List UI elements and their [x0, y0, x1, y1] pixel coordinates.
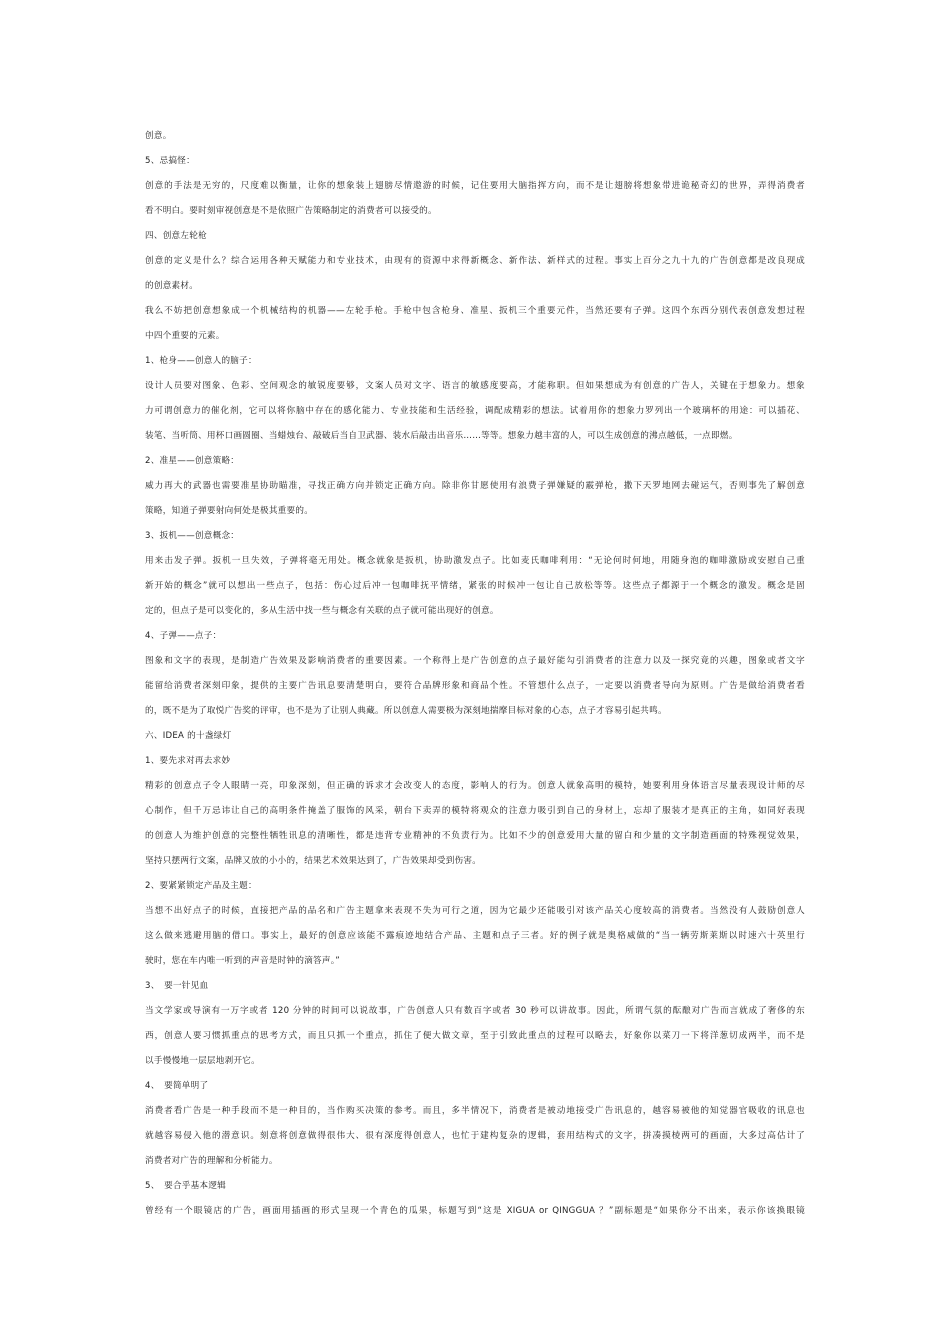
text-line-37: 西，创意人要习惯抓重点的思考方式，而且只抓一个重点，抓住了便大做文章，至于引致此重点的过程可以略去，好象你以菜刀一下将洋葱切成两半，而不是	[145, 1031, 805, 1041]
text-line-44: 曾经有一个眼镜店的广告，画面用插画的形式呈现一个青色的瓜果，标题写到“这是 XIGUA or QINGGUA ？”副标题是“如果你分不出来，表示你该换眼镜	[145, 1206, 805, 1216]
text-line-36: 当文学家或导演有一万字或者 120 分钟的时间可以说故事，广告创意人只有数百字或者 30 秒可以讲故事。因此，所谓气氛的酝酿对广告而言就成了奢侈的东	[145, 1006, 805, 1016]
text-line-40: 消费者看广告是一种手段而不是一种目的，当作购买决策的参考。而且，多半情况下，消费者是被动地接受广告讯息的，越容易被他的知觉器官吸收的讯息也	[145, 1106, 805, 1116]
text-line-32: 当想不出好点子的时候，直接把产品的品名和广告主题拿来表现不失为可行之道，因为它最少还能吸引对该产品关心度较高的消费者。当然没有人鼓励创意人	[145, 906, 805, 916]
text-line-20: 定的，但点子是可以变化的，多从生活中找一些与概念有关联的点子就可能出现好的创意。	[145, 606, 499, 616]
text-line-2: 5、忌搞怪：	[145, 156, 195, 166]
text-line-10: 1、枪身——创意人的脑子：	[145, 356, 257, 366]
text-line-4: 看不明白。要时刻审视创意是不是依照广告策略制定的消费者可以接受的。	[145, 206, 437, 216]
text-line-13: 装笔、当听筒、用杯口画圆圈、当蜡烛台、敲破后当自卫武器、装水后敲击出音乐……等等。想象力越丰富的人，可以生成创意的沸点越低，一点即燃。	[145, 431, 738, 441]
text-line-5: 四、创意左轮枪	[145, 231, 207, 241]
text-line-18: 用来击发子弹。扳机一旦失效，子弹将毫无用处。概念就象是扳机，协助激发点子。比如麦氏咖啡利用：“无论何时何地，用随身泡的咖啡激励或安慰自己重	[145, 556, 805, 566]
text-line-6: 创意的定义是什么？综合运用各种天赋能力和专业技术，由现有的资源中求得新概念、新作法、新样式的过程。事实上百分之九十九的广告创意都是改良现成	[145, 256, 805, 266]
text-line-1: 创意。	[145, 131, 172, 141]
text-line-31: 2、要紧紧锁定产品及主题：	[145, 881, 257, 891]
text-line-9: 中四个重要的元素。	[145, 331, 225, 341]
text-line-16: 策略，知道子弹要射向何处是极其重要的。	[145, 506, 314, 516]
text-line-8: 我么不妨把创意想象成一个机械结构的机器——左轮手枪。手枪中包含枪身、准星、扳机三个重要元件，当然还要有子弹。这四个东西分别代表创意发想过程	[145, 306, 805, 316]
text-line-43: 5、 要合乎基本逻辑	[145, 1181, 227, 1191]
text-line-7: 的创意素材。	[145, 281, 199, 291]
text-line-21: 4、子弹——点子：	[145, 631, 222, 641]
text-line-33: 这么做来逃避用脑的借口。事实上，最好的创意应该能不露痕迹地结合产品、主题和点子三者。好的例子就是奥格威做的“当一辆劳斯莱斯以时速六十英里行	[145, 931, 805, 941]
text-line-30: 坚持只摆两行文案，品牌又放的小小的，结果艺术效果达到了，广告效果却受到伤害。	[145, 856, 482, 866]
text-line-39: 4、 要简单明了	[145, 1081, 209, 1091]
text-line-29: 的创意人为维护创意的完整性牺牲讯息的清晰性，都是违背专业精神的不负责行为。比如不少的创意爱用大量的留白和少量的文字制造画面的特殊视觉效果，	[145, 831, 805, 841]
text-line-35: 3、 要一针见血	[145, 981, 209, 991]
text-line-42: 消费者对广告的理解和分析能力。	[145, 1156, 278, 1166]
text-line-26: 1、要先求对再去求妙	[145, 756, 231, 766]
text-line-24: 的，既不是为了取悦广告奖的评审，也不是为了让别人典藏。所以创意人需要极为深刻地揣摩目标对象的心态，点子才容易引起共鸣。	[145, 706, 667, 716]
text-line-28: 心制作，但千万忌讳让自己的高明条件掩盖了服饰的风采，朝台下卖弄的模特将观众的注意力吸引到自己的身材上，忘却了服装才是真正的主角，如同好表现	[145, 806, 805, 816]
text-line-23: 能留给消费者深刻印象，提供的主要广告讯息要清楚明白，要符合品牌形象和商品个性。不管想什么点子，一定要以消费者导向为原则。广告是做给消费者看	[145, 681, 805, 691]
text-line-17: 3、扳机——创意概念：	[145, 531, 240, 541]
text-line-41: 就越容易侵入他的潜意识。刻意将创意做得很伟大、很有深度得创意人，也忙于建构复杂的逻辑，套用结构式的文字，拼凑摸棱两可的画面，大多过高估计了	[145, 1131, 805, 1141]
text-line-34: 驶时，您在车内唯一听到的声音是时钟的滴答声。”	[145, 956, 340, 966]
text-line-19: 新开始的概念”就可以想出一些点子，包括：伤心过后冲一包咖啡抚平情绪，紧张的时候冲一包让自己放松等等。这些点子都源于一个概念的激发。概念是固	[145, 581, 805, 591]
text-line-12: 力可谓创意力的催化剂，它可以将你脑中存在的感化能力、专业技能和生活经验，调配成精彩的想法。试着用你的想象力罗列出一个玻璃杯的用途：可以插花、	[145, 406, 805, 416]
text-line-27: 精彩的创意点子令人眼睛一亮，印象深刻，但正确的诉求才会改变人的态度，影响人的行为。创意人就象高明的模特，她要利用身体语言尽量表现设计师的尽	[145, 781, 805, 791]
text-line-25: 六、IDEA 的十盏绿灯	[145, 731, 232, 741]
text-line-22: 图象和文字的表现，是制造广告效果及影响消费者的重要因素。一个称得上是广告创意的点子最好能勾引消费者的注意力以及一探究竟的兴趣，图象或者文字	[145, 656, 805, 666]
text-line-11: 设计人员要对图象、色彩、空间观念的敏锐度要够，文案人员对文字、语言的敏感度要高，才能称职。但如果想成为有创意的广告人，关键在于想象力。想象	[145, 381, 805, 391]
text-line-3: 创意的手法是无穷的，尺度难以衡量，让你的想象装上翅膀尽情遨游的时候，记住要用大脑指挥方向，而不是让翅膀将想象带进诡秘奇幻的世界，弄得消费者	[145, 181, 805, 191]
text-line-38: 以手慢慢地一层层地剥开它。	[145, 1056, 260, 1066]
text-line-15: 威力再大的武器也需要准星协助瞄准，寻找正确方向并锁定正确方向。除非你甘愿使用有浪费子弹嫌疑的霰弹枪，撒下天罗地网去碰运气，否则事先了解创意	[145, 481, 805, 491]
text-line-14: 2、准星——创意策略：	[145, 456, 240, 466]
